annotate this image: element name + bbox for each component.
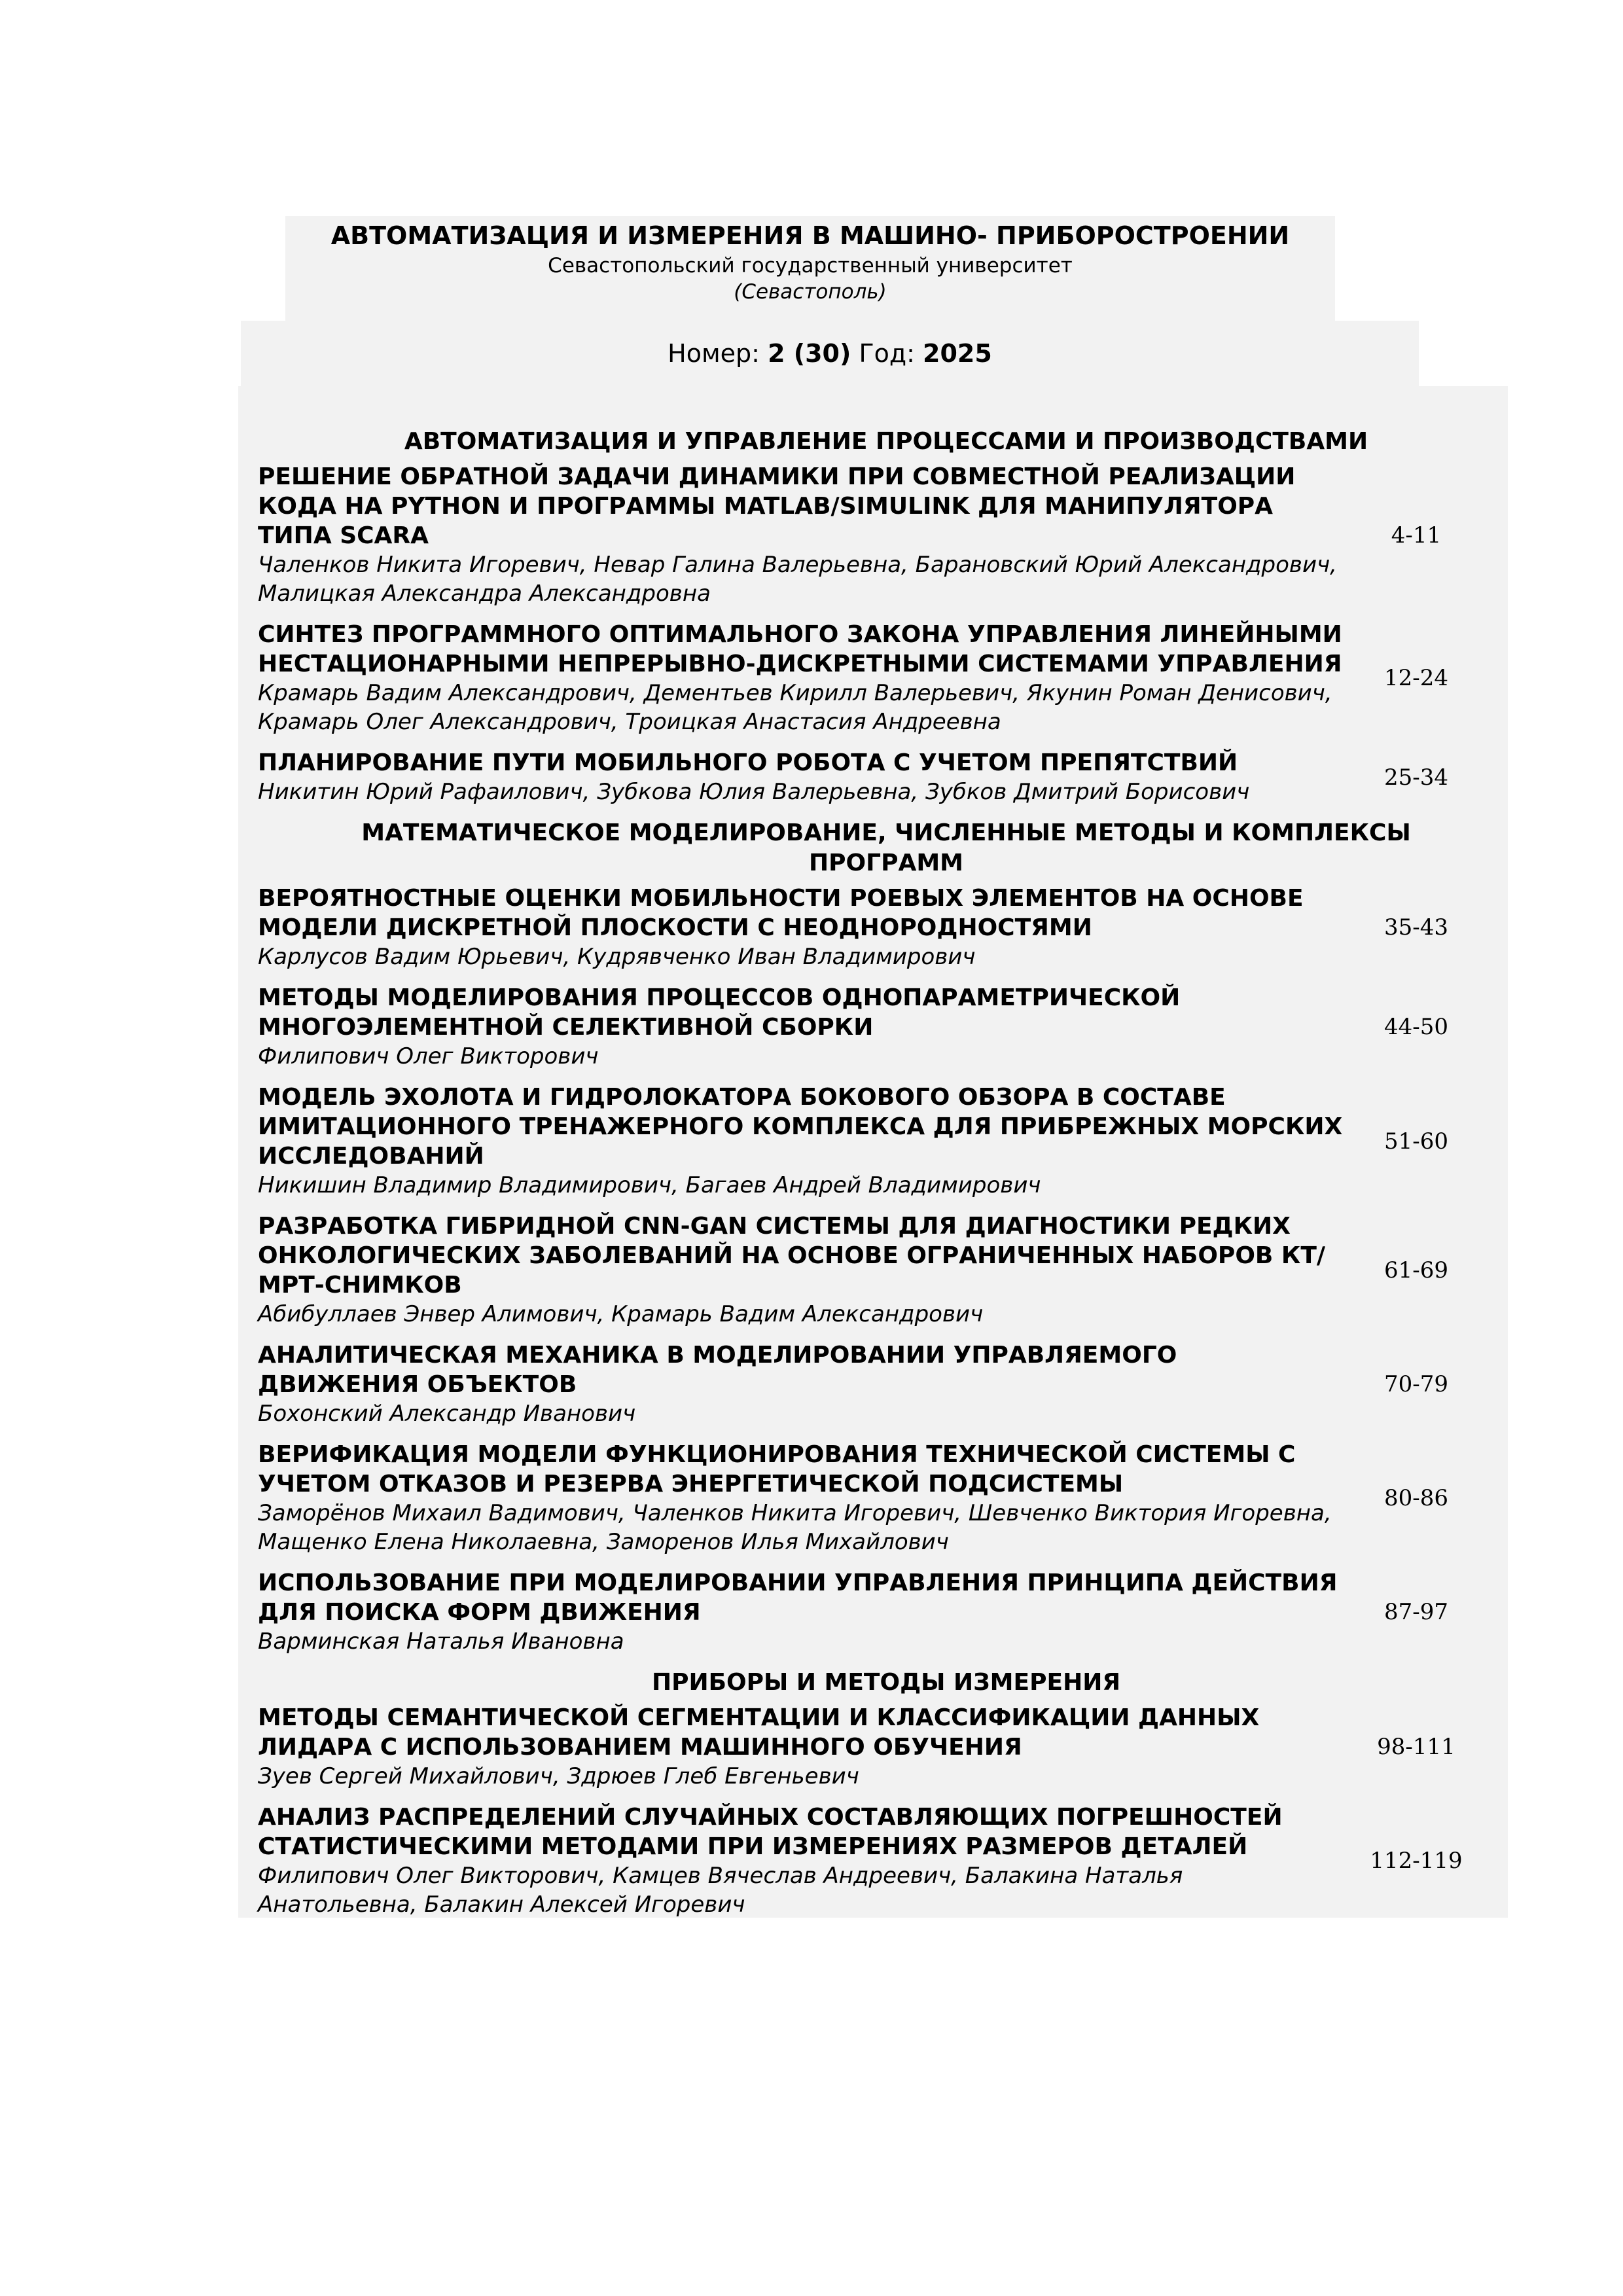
- article-entry: [258, 620, 1488, 736]
- article-pages: 70-79: [1383, 1371, 1448, 1397]
- article-info: [258, 1440, 1344, 1556]
- article-pages: 98-111: [1377, 1734, 1455, 1760]
- article-info: [258, 748, 1344, 806]
- article-title[interactable]: РЕШЕНИЕ ОБРАТНОЙ ЗАДАЧИ ДИНАМИКИ ПРИ СОВМЕСТНОЙ РЕАЛИЗАЦИИ КОДА НА PYTHON И ПРОГРАММЫ MATLAB/SIMULINK ДЛЯ МАНИПУЛЯТОРА ТИПА SCARA: [258, 463, 1296, 549]
- journal-city: (Севастополь): [734, 280, 887, 304]
- article-title[interactable]: ИСПОЛЬЗОВАНИЕ ПРИ МОДЕЛИРОВАНИИ УПРАВЛЕНИЯ ПРИНЦИПА ДЕЙСТВИЯ ДЛЯ ПОИСКА ФОРМ ДВИЖЕНИЯ: [258, 1570, 1338, 1626]
- toc-content: [258, 427, 1488, 1931]
- issue-label: Номер:: [668, 339, 760, 368]
- article-pages: 35-43: [1383, 914, 1448, 941]
- article-entry: [258, 748, 1488, 806]
- article-authors[interactable]: Никитин Юрий Рафаилович, Зубкова Юлия Валерьевна, Зубков Дмитрий Борисович: [258, 779, 1250, 805]
- article-title[interactable]: МОДЕЛЬ ЭХОЛОТА И ГИДРОЛОКАТОРА БОКОВОГО ОБЗОРА В СОСТАВЕ ИМИТАЦИОННОГО ТРЕНАЖЕРНОГО КОМПЛЕКСА ДЛЯ ПРИБРЕЖНЫХ МОРСКИХ ИССЛЕДОВАНИЙ: [258, 1084, 1343, 1170]
- article-info: [258, 462, 1344, 608]
- article-entry: [258, 1340, 1488, 1428]
- journal-title[interactable]: АВТОМАТИЗАЦИЯ И ИЗМЕРЕНИЯ В МАШИНО- ПРИБОРОСТРОЕНИИ: [330, 221, 1290, 250]
- article-authors[interactable]: Бохонский Александр Иванович: [258, 1401, 636, 1427]
- article-title[interactable]: ВЕРОЯТНОСТНЫЕ ОЦЕНКИ МОБИЛЬНОСТИ РОЕВЫХ ЭЛЕМЕНТОВ НА ОСНОВЕ МОДЕЛИ ДИСКРЕТНОЙ ПЛОСКОСТИ С НЕОДНОРОДНОСТЯМИ: [258, 885, 1304, 941]
- table-of-contents: [238, 386, 1508, 1918]
- article-info: [258, 620, 1344, 736]
- article-entry: [258, 1083, 1488, 1200]
- article-pages: 25-34: [1383, 764, 1448, 791]
- article-info: [258, 1211, 1344, 1329]
- article-entry: [258, 1440, 1488, 1556]
- article-authors[interactable]: Зуев Сергей Михайлович, Здрюев Глеб Евгеньевич: [258, 1763, 859, 1789]
- article-title[interactable]: МЕТОДЫ МОДЕЛИРОВАНИЯ ПРОЦЕССОВ ОДНОПАРАМЕТРИЧЕСКОЙ МНОГОЭЛЕМЕНТНОЙ СЕЛЕКТИВНОЙ СБОРКИ: [258, 984, 1181, 1041]
- article-title[interactable]: АНАЛИТИЧЕСКАЯ МЕХАНИКА В МОДЕЛИРОВАНИИ УПРАВЛЯЕМОГО ДВИЖЕНИЯ ОБЪЕКТОВ: [258, 1342, 1177, 1398]
- issue-info: [241, 321, 1419, 386]
- article-info: [258, 983, 1344, 1071]
- article-authors[interactable]: Карлусов Вадим Юрьевич, Кудрявченко Иван Владимирович: [258, 944, 976, 970]
- year-label: Год:: [859, 339, 915, 368]
- article-info: [258, 1568, 1344, 1656]
- article-info: [258, 884, 1344, 971]
- article-entry: [258, 1211, 1488, 1329]
- article-title[interactable]: СИНТЕЗ ПРОГРАММНОГО ОПТИМАЛЬНОГО ЗАКОНА УПРАВЛЕНИЯ ЛИНЕЙНЫМИ НЕСТАЦИОНАРНЫМИ НЕПРЕРЫВНО-ДИСКРЕТНЫМИ СИСТЕМАМИ УПРАВЛЕНИЯ: [258, 621, 1342, 677]
- article-info: [258, 1803, 1344, 1919]
- article-pages: 61-69: [1383, 1257, 1448, 1283]
- article-authors[interactable]: Филипович Олег Викторович: [258, 1043, 599, 1069]
- section-heading: АВТОМАТИЗАЦИЯ И УПРАВЛЕНИЕ ПРОЦЕССАМИ И ПРОИЗВОДСТВАМИ: [404, 428, 1368, 455]
- year-value[interactable]: 2025: [923, 339, 992, 368]
- article-authors[interactable]: Варминская Наталья Ивановна: [258, 1628, 624, 1655]
- section-heading: МАТЕМАТИЧЕСКОЕ МОДЕЛИРОВАНИЕ, ЧИСЛЕННЫЕ МЕТОДЫ И КОМПЛЕКСЫ ПРОГРАММ: [361, 819, 1411, 876]
- article-pages: 87-97: [1383, 1599, 1448, 1625]
- article-pages: 44-50: [1383, 1014, 1448, 1040]
- article-info: [258, 1703, 1344, 1791]
- article-title[interactable]: РАЗРАБОТКА ГИБРИДНОЙ CNN-GAN СИСТЕМЫ ДЛЯ ДИАГНОСТИКИ РЕДКИХ ОНКОЛОГИЧЕСКИХ ЗАБОЛЕВАНИЙ НА ОСНОВЕ ОГРАНИЧЕННЫХ НАБОРОВ КТ/МРТ-СНИМКОВ: [258, 1213, 1326, 1299]
- article-pages: 80-86: [1383, 1485, 1448, 1511]
- article-title[interactable]: МЕТОДЫ СЕМАНТИЧЕСКОЙ СЕГМЕНТАЦИИ И КЛАССИФИКАЦИИ ДАННЫХ ЛИДАРА С ИСПОЛЬЗОВАНИЕМ МАШИННОГО ОБУЧЕНИЯ: [258, 1704, 1260, 1761]
- article-pages: 4-11: [1391, 522, 1442, 548]
- article-entry: [258, 983, 1488, 1071]
- article-title[interactable]: ВЕРИФИКАЦИЯ МОДЕЛИ ФУНКЦИОНИРОВАНИЯ ТЕХНИЧЕСКОЙ СИСТЕМЫ С УЧЕТОМ ОТКАЗОВ И РЕЗЕРВА ЭНЕРГЕТИЧЕСКОЙ ПОДСИСТЕМЫ: [258, 1441, 1296, 1498]
- article-entry: [258, 1568, 1488, 1656]
- article-authors[interactable]: Никишин Владимир Владимирович, Багаев Андрей Владимирович: [258, 1172, 1041, 1198]
- article-entry: [258, 462, 1488, 608]
- article-entry: [258, 1803, 1488, 1919]
- article-authors[interactable]: Заморёнов Михаил Вадимович, Чаленков Никита Игоревич, Шевченко Виктория Игоревна, Мащенко Елена Николаевна, Заморенов Илья Михайлович: [258, 1500, 1332, 1555]
- article-info: [258, 1340, 1344, 1428]
- journal-header: [285, 216, 1335, 321]
- journal-university: Севастопольский государственный университет: [548, 254, 1073, 278]
- section-heading: ПРИБОРЫ И МЕТОДЫ ИЗМЕРЕНИЯ: [651, 1669, 1121, 1696]
- article-info: [258, 1083, 1344, 1200]
- article-authors[interactable]: Абибуллаев Энвер Алимович, Крамарь Вадим Александрович: [258, 1301, 984, 1327]
- article-pages: 51-60: [1383, 1128, 1448, 1155]
- article-pages: 12-24: [1383, 665, 1448, 691]
- article-pages: 112-119: [1370, 1848, 1463, 1874]
- article-authors[interactable]: Крамарь Вадим Александрович, Дементьев Кирилл Валерьевич, Якунин Роман Денисович, Крамарь Олег Александрович, Троицкая Анастасия Андреевна: [258, 680, 1332, 735]
- article-authors[interactable]: Филипович Олег Викторович, Камцев Вячеслав Андреевич, Балакина Наталья Анатольевна, Балакин Алексей Игоревич: [258, 1863, 1183, 1918]
- issue-value[interactable]: 2 (30): [768, 339, 851, 368]
- article-entry: [258, 1703, 1488, 1791]
- article-entry: [258, 884, 1488, 971]
- article-authors[interactable]: Чаленков Никита Игоревич, Невар Галина Валерьевна, Барановский Юрий Александрович, Малицкая Александра Александровна: [258, 552, 1337, 607]
- article-title[interactable]: АНАЛИЗ РАСПРЕДЕЛЕНИЙ СЛУЧАЙНЫХ СОСТАВЛЯЮЩИХ ПОГРЕШНОСТЕЙ СТАТИСТИЧЕСКИМИ МЕТОДАМИ ПРИ ИЗМЕРЕНИЯХ РАЗМЕРОВ ДЕТАЛЕЙ: [258, 1804, 1283, 1860]
- article-title[interactable]: ПЛАНИРОВАНИЕ ПУТИ МОБИЛЬНОГО РОБОТА С УЧЕТОМ ПРЕПЯТСТВИЙ: [258, 749, 1238, 776]
